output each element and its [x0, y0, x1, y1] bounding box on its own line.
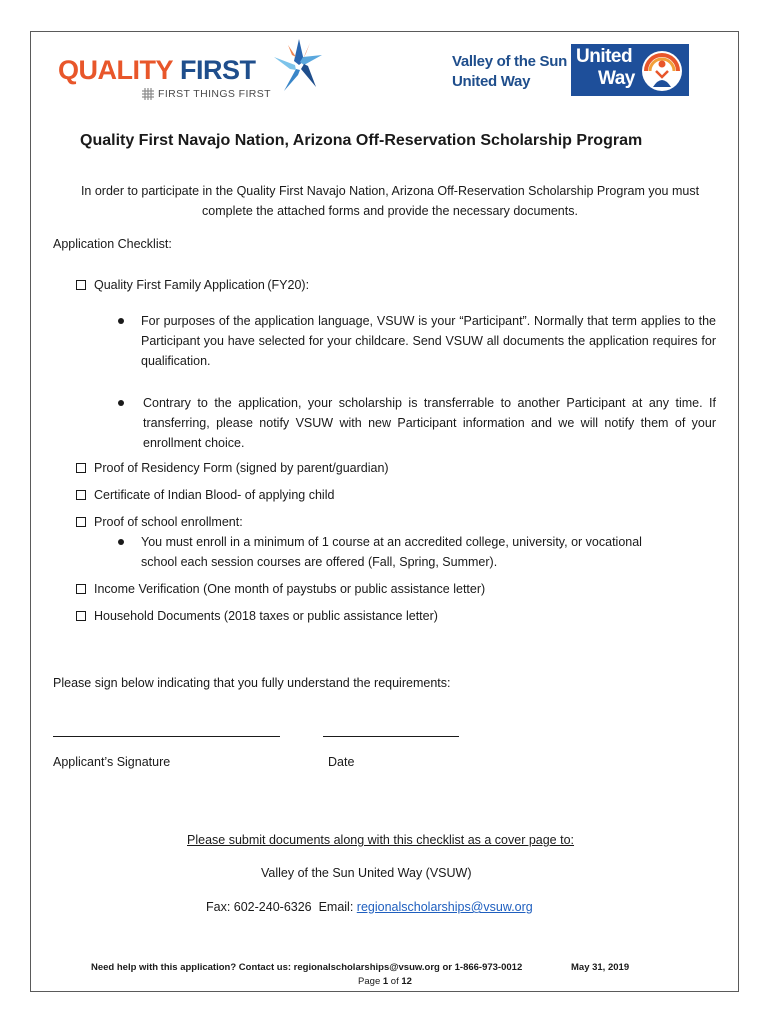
checklist-item-income: Income Verification (One month of paystubs or public assistance letter): [76, 579, 485, 599]
checkbox-income[interactable]: [76, 584, 86, 594]
quality-first-logo: [58, 33, 328, 105]
checkbox-indian-blood[interactable]: [76, 490, 86, 500]
contact-line: [206, 897, 533, 917]
vsuw-line1: Valley of the Sun: [452, 53, 567, 70]
checklist-item-residency: Proof of Residency Form (signed by parent/guardian): [76, 458, 389, 478]
enrollment-note-line-2: school each session courses are offered (Fall, Spring, Summer).: [141, 555, 498, 569]
footer-help: Need help with this application? Contact us: regionalscholarships@vsuw.org or 1-866-973-0012: [91, 962, 523, 973]
checklist-item-family-application: Quality First Family Application (FY20):: [76, 275, 309, 295]
checklist-item-school-enrollment: Proof of school enrollment:: [76, 512, 243, 532]
bullet-icon: [118, 318, 124, 324]
bullet-icon: [118, 539, 124, 545]
footer-date: May 31, 2019: [571, 962, 630, 973]
sign-prompt: Please sign below indicating that you fully understand the requirements:: [53, 676, 451, 690]
first-word: FIRST: [180, 55, 256, 85]
submit-organization: Valley of the Sun United Way (VSUW): [261, 866, 472, 880]
intro-paragraph: In order to participate in the Quality First Navajo Nation, Arizona Off-Reservation Scholarship Program you must complete the attached forms and provide the necessary documents.: [80, 184, 700, 218]
date-line[interactable]: [323, 736, 459, 737]
bullet-icon: [118, 400, 124, 406]
checklist-item-household: Household Documents (2018 taxes or public assistance letter): [76, 606, 438, 626]
enrollment-note-line-1: You must enroll in a minimum of 1 course at an accredited college, university, or vocational: [141, 535, 642, 549]
fax-text: Fax: 602-240-6326 Email:: [206, 900, 357, 914]
family-application-note-2: Contrary to the application, your scholarship is transferrable to another Participant at any time. If transferring, please notify VSUW with new Participant information and we will notify them of your enrollment choice.: [143, 396, 716, 450]
star-pinwheel-icon: [270, 35, 328, 97]
checkbox-family-application[interactable]: [76, 280, 86, 290]
signature-label: Applicant’s Signature: [53, 755, 171, 769]
document-title: Quality First Navajo Nation, Arizona Off-Reservation Scholarship Program: [80, 132, 643, 149]
checkbox-household[interactable]: [76, 611, 86, 621]
grid-icon: [142, 88, 154, 100]
quality-first-tagline: FIRST THINGS FIRST: [158, 88, 271, 100]
united-way-logo: [571, 44, 689, 96]
united-way-wordmark: United Way: [576, 46, 635, 89]
checklist-item-indian-blood: Certificate of Indian Blood- of applying child: [76, 485, 334, 505]
quality-word: QUALITY: [58, 55, 173, 85]
vsuw-wordmark: [452, 52, 567, 92]
date-label: Date: [328, 755, 355, 769]
family-application-note-1: For purposes of the application language, VSUW is your “Participant”. Normally that term applies to the Participant you have selected for your childcare. Send VSUW all documents the application requires for qualification.: [141, 314, 716, 368]
signature-line[interactable]: [53, 736, 280, 737]
submit-heading: Please submit documents along with this checklist as a cover page to:: [187, 833, 575, 847]
checkbox-school-enrollment[interactable]: [76, 517, 86, 527]
united-way-emblem-icon: [639, 47, 685, 93]
quality-first-wordmark: [58, 55, 256, 86]
checkbox-residency[interactable]: [76, 463, 86, 473]
vsuw-line2: United Way: [452, 73, 531, 90]
checklist-heading: Application Checklist:: [53, 237, 172, 251]
email-link[interactable]: regionalscholarships@vsuw.org: [356, 900, 533, 914]
page-number: Page 1 of 12: [358, 976, 412, 987]
